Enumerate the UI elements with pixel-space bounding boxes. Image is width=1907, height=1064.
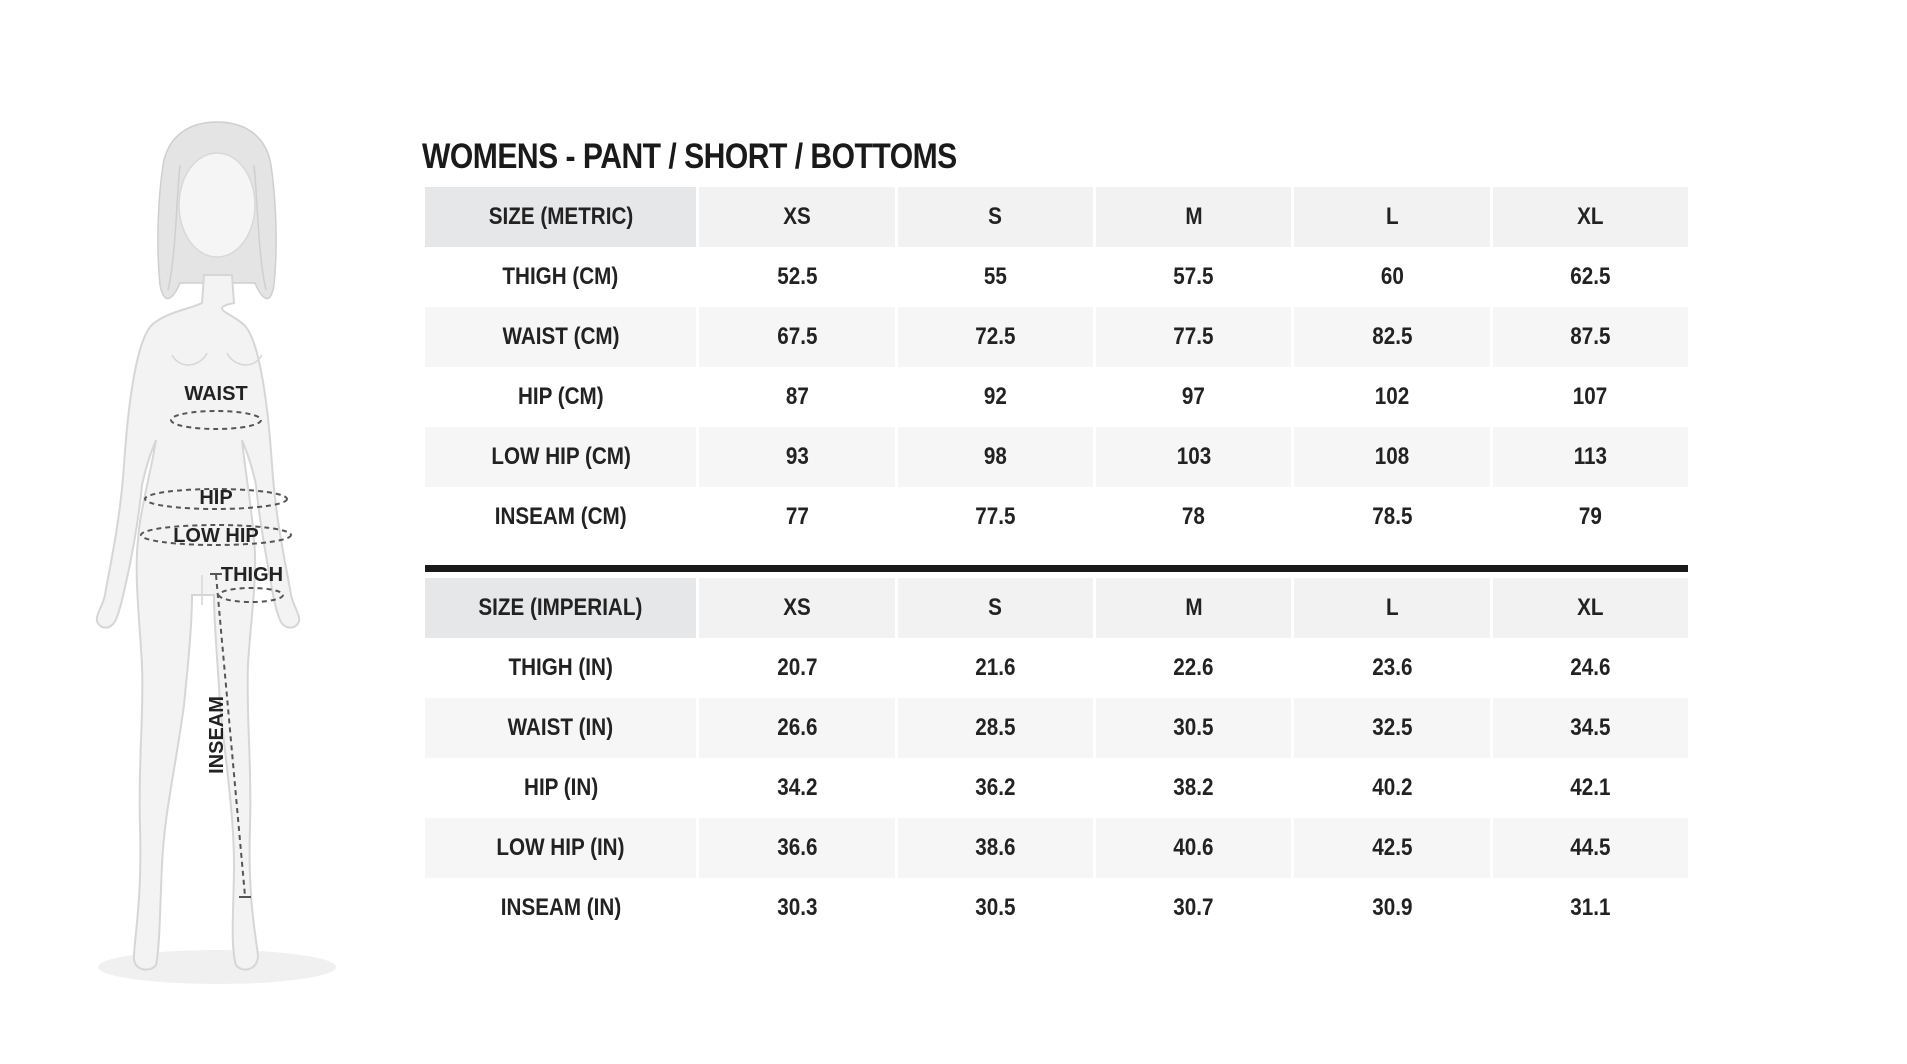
chart-title: WOMENS - PANT / SHORT / BOTTOMS	[422, 137, 957, 176]
imperial-size-table	[422, 578, 1691, 938]
table-cell: 31.1	[1493, 878, 1688, 938]
section-divider	[425, 565, 1688, 572]
table-cell: 98	[898, 427, 1093, 487]
row-label: HIP (IN)	[425, 758, 696, 818]
table-cell: 103	[1096, 427, 1291, 487]
table-cell: 23.6	[1294, 638, 1489, 698]
table-cell: 24.6	[1493, 638, 1688, 698]
female-silhouette-illustration	[80, 105, 400, 1005]
metric-header-size: M	[1096, 187, 1291, 247]
table-cell: 40.2	[1294, 758, 1489, 818]
inseam-figure-label: INSEAM	[206, 696, 228, 774]
row-label: LOW HIP (CM)	[425, 427, 696, 487]
imperial-header-size: S	[898, 578, 1093, 638]
hip-figure-label: HIP	[199, 487, 233, 509]
imperial-header-size: L	[1294, 578, 1489, 638]
table-row	[425, 427, 1688, 487]
thigh-figure-label: THIGH	[220, 564, 284, 586]
row-label: WAIST (IN)	[425, 698, 696, 758]
row-label: THIGH (IN)	[425, 638, 696, 698]
metric-size-table	[422, 187, 1691, 547]
table-row	[425, 247, 1688, 307]
table-cell: 22.6	[1096, 638, 1291, 698]
waist-figure-label: WAIST	[184, 383, 248, 405]
table-cell: 34.2	[699, 758, 894, 818]
table-cell: 97	[1096, 367, 1291, 427]
table-cell: 30.7	[1096, 878, 1291, 938]
body-measurement-figure	[80, 105, 400, 1005]
table-cell: 30.5	[898, 878, 1093, 938]
table-cell: 55	[898, 247, 1093, 307]
imperial-header-size: M	[1096, 578, 1291, 638]
table-cell: 60	[1294, 247, 1489, 307]
table-cell: 21.6	[898, 638, 1093, 698]
table-cell: 62.5	[1493, 247, 1688, 307]
table-cell: 79	[1493, 487, 1688, 547]
table-cell: 92	[898, 367, 1093, 427]
table-cell: 52.5	[699, 247, 894, 307]
table-row	[425, 638, 1688, 698]
row-label: HIP (CM)	[425, 367, 696, 427]
table-cell: 67.5	[699, 307, 894, 367]
table-cell: 72.5	[898, 307, 1093, 367]
table-cell: 107	[1493, 367, 1688, 427]
table-cell: 40.6	[1096, 818, 1291, 878]
table-cell: 36.2	[898, 758, 1093, 818]
table-cell: 34.5	[1493, 698, 1688, 758]
table-row	[425, 698, 1688, 758]
table-cell: 108	[1294, 427, 1489, 487]
table-cell: 30.3	[699, 878, 894, 938]
row-label: THIGH (CM)	[425, 247, 696, 307]
table-cell: 78	[1096, 487, 1291, 547]
table-cell: 77.5	[1096, 307, 1291, 367]
row-label: LOW HIP (IN)	[425, 818, 696, 878]
imperial-header-row	[425, 578, 1688, 638]
table-row	[425, 367, 1688, 427]
imperial-header-size: XS	[699, 578, 894, 638]
table-row	[425, 487, 1688, 547]
table-cell: 20.7	[699, 638, 894, 698]
row-label: WAIST (CM)	[425, 307, 696, 367]
table-cell: 78.5	[1294, 487, 1489, 547]
table-cell: 32.5	[1294, 698, 1489, 758]
table-row	[425, 307, 1688, 367]
table-cell: 87	[699, 367, 894, 427]
table-cell: 30.9	[1294, 878, 1489, 938]
table-cell: 42.1	[1493, 758, 1688, 818]
table-cell: 36.6	[699, 818, 894, 878]
table-row	[425, 878, 1688, 938]
metric-header-size: L	[1294, 187, 1489, 247]
table-row	[425, 818, 1688, 878]
imperial-header-label: SIZE (IMPERIAL)	[425, 578, 696, 638]
table-cell: 57.5	[1096, 247, 1291, 307]
row-label: INSEAM (CM)	[425, 487, 696, 547]
metric-header-label: SIZE (METRIC)	[425, 187, 696, 247]
table-cell: 38.2	[1096, 758, 1291, 818]
table-cell: 102	[1294, 367, 1489, 427]
table-cell: 93	[699, 427, 894, 487]
body-outline	[97, 275, 299, 970]
table-cell: 30.5	[1096, 698, 1291, 758]
row-label: INSEAM (IN)	[425, 878, 696, 938]
table-cell: 42.5	[1294, 818, 1489, 878]
low-hip-figure-label: LOW HIP	[173, 525, 259, 547]
metric-header-size: XS	[699, 187, 894, 247]
face-shape	[179, 153, 255, 257]
table-cell: 113	[1493, 427, 1688, 487]
table-cell: 77	[699, 487, 894, 547]
metric-header-row	[425, 187, 1688, 247]
metric-header-size: S	[898, 187, 1093, 247]
table-cell: 28.5	[898, 698, 1093, 758]
imperial-header-size: XL	[1493, 578, 1688, 638]
metric-header-size: XL	[1493, 187, 1688, 247]
table-cell: 26.6	[699, 698, 894, 758]
table-cell: 44.5	[1493, 818, 1688, 878]
table-cell: 87.5	[1493, 307, 1688, 367]
table-row	[425, 758, 1688, 818]
table-cell: 77.5	[898, 487, 1093, 547]
table-cell: 38.6	[898, 818, 1093, 878]
table-cell: 82.5	[1294, 307, 1489, 367]
